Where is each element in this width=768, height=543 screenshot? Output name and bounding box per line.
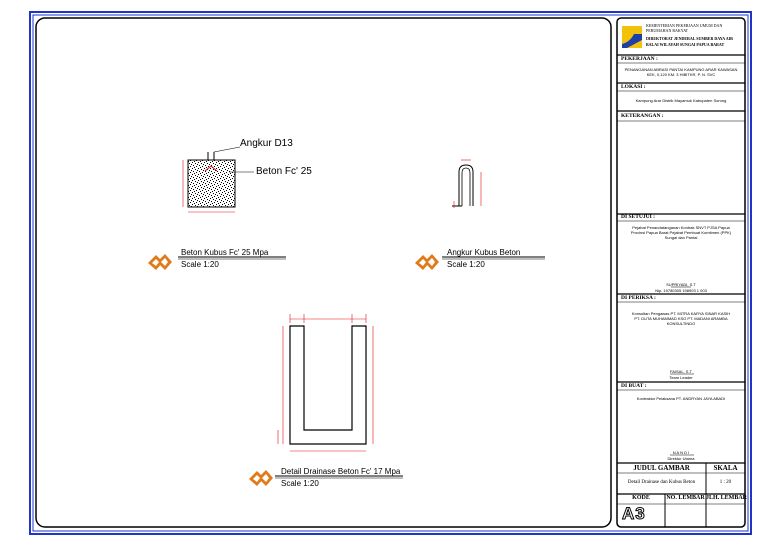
cube-scale: Scale 1:20 (181, 260, 219, 269)
no-lembar-label: NO. LEMBAR (666, 495, 705, 501)
judul-gambar-label: JUDUL GAMBAR (633, 464, 690, 472)
caption-underlines (178, 257, 545, 478)
disetujui-name: SUPRIYADI, S.T (666, 282, 696, 287)
directorate-name: DIREKTORAT JENDERAL SUMBER DAYA AIR (646, 36, 734, 41)
lokasi-label: LOKASI : (621, 84, 646, 90)
skala-value: 1 : 20 (719, 480, 732, 485)
paper-size-code: A3 (622, 504, 646, 523)
dibuat-text: Kontraktor Pelaksana PT. ANDRYAN JAYA ABADI (636, 396, 726, 401)
concrete-cube-drawing (183, 147, 254, 212)
judul-gambar-value: Detail Drainase dan Kubus Beton (627, 480, 696, 485)
dibuat-label: DI BUAT : (621, 383, 647, 389)
anchor-scale: Scale 1:20 (447, 260, 485, 269)
disetujui-text: Pejabat Penandatanganan Kontrak SNVT PJSA Papua Provinsi Papua Barat Pejabat Pembuat Komitmen (PPK) Sungai dan Pantai (630, 225, 732, 240)
skala-label: SKALA (713, 464, 738, 472)
diperiksa-label: DI PERIKSA : (621, 295, 656, 301)
ministry-name: KEMENTERIAN PEKERJAAN UMUM DAN PERUMAHAN RAKYAT (646, 23, 723, 33)
dibuat-name: N A N D I (672, 450, 690, 455)
pekerjaan-label: PEKERJAAN : (621, 56, 658, 62)
diperiksa-text: Konsultan Pengawas PT. MITRA KARYA SINAR KASIH PT. DUTA MUHAMMAD KSO PT. MADANI ARAMBA KONSULTINDO (631, 311, 731, 326)
drawing-area (36, 18, 611, 527)
pekerjaan-value: PENANGANAN ABRASI PANTAI KAMPUNG ARAR KAWASAN KEK, 0,120 KM. 3 HIBITKR, P. N. SVC (624, 67, 738, 77)
channel-title: Detail Drainase Beton Fc' 17 Mpa (281, 467, 401, 476)
cube-title: Beton Kubus Fc' 25 Mpa (181, 248, 269, 257)
diperiksa-name: FAISAL, S.T (669, 369, 692, 374)
kode-label: KODE (632, 495, 650, 501)
disetujui-nip: Nip. 19780305 198903 1 003 (655, 288, 707, 293)
rebar-label: Angkur D13 (240, 138, 293, 149)
jml-lembar-label: JLH. LEMBAR (706, 495, 748, 501)
drainage-channel-drawing (278, 314, 373, 451)
anchor-drawing (452, 160, 481, 208)
disetujui-label: DI SETUJUI : (621, 214, 655, 220)
ministry-logo (622, 26, 642, 48)
anchor-title: Angkur Kubus Beton (447, 248, 521, 257)
keterangan-label: KETERANGAN : (621, 113, 664, 119)
channel-scale: Scale 1:20 (281, 479, 319, 488)
lokasi-value: Kampung Arar Distrik Mayamuk Kabupaten Sorong (635, 98, 727, 103)
concrete-label: Beton Fc' 25 (256, 166, 312, 177)
office-name: BALAI WILAYAH SUNGAI PAPUA BARAT (646, 42, 725, 47)
diperiksa-role: Team Leader (669, 375, 693, 380)
dibuat-role: Direktur Utama (667, 456, 695, 461)
